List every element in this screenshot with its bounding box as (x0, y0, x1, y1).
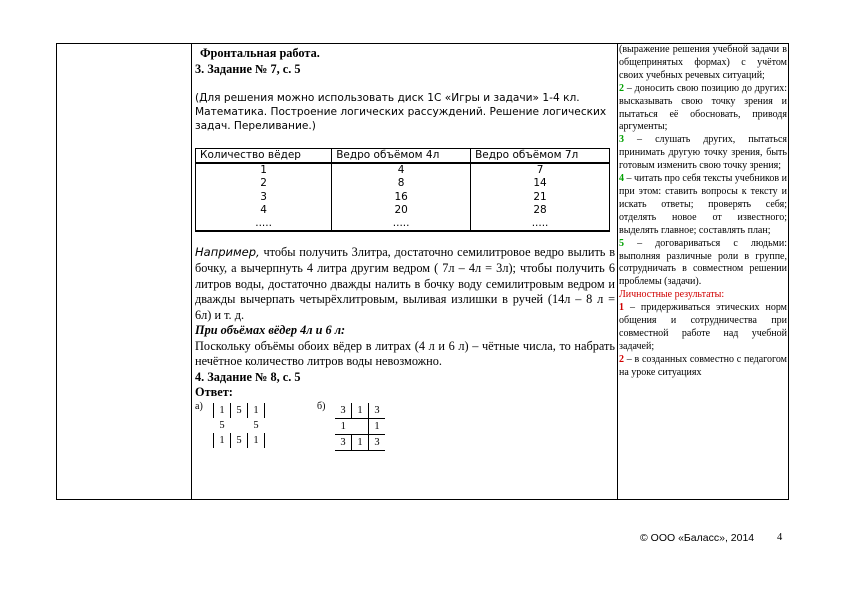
table-cell: 14 (471, 177, 610, 190)
table-row (196, 217, 610, 231)
table-cell: 7 (471, 163, 610, 177)
table-cell: 1 (196, 163, 332, 177)
item-text: – доносить свою позицию до других: высказывать свою точку зрения и пытаться её обосновать, приводя аргументы; (619, 82, 787, 133)
grid-a-label: а) (195, 400, 203, 412)
competencies-column (619, 44, 787, 499)
grid-cell: 5 (253, 419, 259, 431)
item-number: 2 (619, 82, 624, 94)
table-cell: 28 (471, 204, 610, 217)
grid-cell: 5 (219, 419, 225, 431)
grid-cell: 3 (369, 434, 386, 450)
lesson-content-column (195, 46, 615, 461)
table-row (196, 177, 610, 190)
magic-grid-a (213, 403, 265, 448)
grid-cell: 5 (231, 403, 248, 418)
grid-cell: 1 (248, 403, 265, 418)
item-text: – читать про себя тексты учебников и при этом: ставить вопросы к тексту и искать ответы; проверять себя; отделять новое от известного; выделять главное; составлять план; (619, 173, 787, 236)
table-cell: 16 (332, 191, 471, 204)
competency-item (619, 83, 787, 135)
task4-title: 4. Задание № 8, с. 5 (195, 369, 301, 384)
column-divider-right (617, 44, 618, 499)
competency-item (619, 238, 787, 290)
table-cell: 3 (196, 191, 332, 204)
grid-cell: 1 (340, 420, 346, 432)
page-frame (56, 43, 789, 500)
table-header: Ведро объёмом 4л (332, 149, 471, 164)
grid-cell: 1 (214, 433, 231, 448)
table-header: Ведро объёмом 7л (471, 149, 610, 164)
grid-cell: 1 (214, 403, 231, 418)
competency-intro: (выражение решения учебной задачи в общепринятых формах) с учётом своих учебных речевых ситуаций; (619, 44, 787, 81)
example-paragraph (195, 245, 615, 323)
table-cell: ..... (332, 217, 471, 231)
item-text: – договариваться с людьми: выполняя различные роли в группе, сотрудничать в совместном решении проблемы (задачи). (619, 237, 787, 288)
grid-cell: 3 (335, 403, 352, 419)
volumes-text: Поскольку объёмы обоих вёдер в литрах (4 л и 6 л) – чётные числа, то набрать нечётное количество литров воды невозможно. (195, 338, 615, 369)
grid-cell: 1 (248, 433, 265, 448)
table-header: Количество вёдер (196, 149, 332, 164)
table-cell: 20 (332, 204, 471, 217)
competency-item (619, 134, 787, 173)
table-row (196, 204, 610, 217)
table-cell: 4 (332, 163, 471, 177)
grid-cell: 1 (369, 418, 386, 434)
table-cell: 4 (196, 204, 332, 217)
grid-b-label: б) (317, 400, 326, 412)
magic-grid-b (335, 403, 385, 451)
answer-grids (195, 401, 615, 461)
page-number: 4 (777, 532, 783, 543)
item-number: 3 (619, 134, 624, 146)
grid-cell: 3 (335, 434, 352, 450)
copyright-footer: © ООО «Баласс», 2014 (640, 532, 755, 544)
item-number: 2 (619, 353, 624, 365)
item-number: 5 (619, 237, 624, 249)
item-text: – придерживаться этических норм общения и сотрудничества при совместной работе над учебной задачей; (619, 302, 787, 352)
table-cell: ..... (471, 217, 610, 231)
task3-title: 3. Задание № 7, с. 5 (195, 61, 301, 76)
competency-item (619, 173, 787, 238)
grid-cell: 5 (231, 433, 248, 448)
personal-results-heading: Личностные результаты: (619, 289, 725, 301)
grid-cell: 1 (352, 434, 369, 450)
example-lead: Например, (195, 245, 260, 260)
item-text: – в созданных совместно с педагогом на уроке ситуациях (619, 353, 787, 378)
task-intro: (Для решения можно использовать диск 1С «Игры и задачи» 1-4 кл. Математика. Построение логических рассуждений. Решение логических задач. Переливание.) (195, 92, 607, 132)
table-cell: 21 (471, 191, 610, 204)
table-cell: 2 (196, 177, 332, 190)
example-text: чтобы получить 3литра, достаточно семилитровое ведро вылить в бочку, а вычерпнуть 4 литра другим ведром ( 7л – 4л = 3л); чтобы получить 6 литров воды, достаточно дважды налить в бочку воду семилитровым ведром и дважды вычерпать четырёхлитровым, выливая излишки в ручей (14л – 8 л = 6л) и т. д. (195, 245, 615, 322)
grid-cell: 1 (352, 403, 369, 419)
personal-item (619, 302, 787, 354)
table-row (196, 163, 610, 177)
grid-cell (352, 418, 369, 434)
personal-item (619, 354, 787, 380)
table-cell: ..... (196, 217, 332, 231)
section-heading: Фронтальная работа. (200, 46, 320, 60)
grid-cell: 3 (369, 403, 386, 419)
item-text: – слушать других, пытаться принимать другую точку зрения, быть готовым изменить свою точку зрения; (619, 134, 787, 172)
item-number: 1 (619, 302, 624, 314)
buckets-table (195, 148, 610, 232)
grid-cell (231, 418, 248, 433)
item-number: 4 (619, 173, 624, 185)
table-cell: 8 (332, 177, 471, 190)
column-divider-left (191, 44, 192, 499)
table-row (196, 191, 610, 204)
answer-label: Ответ: (195, 385, 233, 400)
volumes-heading: При объёмах вёдер 4л и 6 л: (195, 323, 346, 338)
